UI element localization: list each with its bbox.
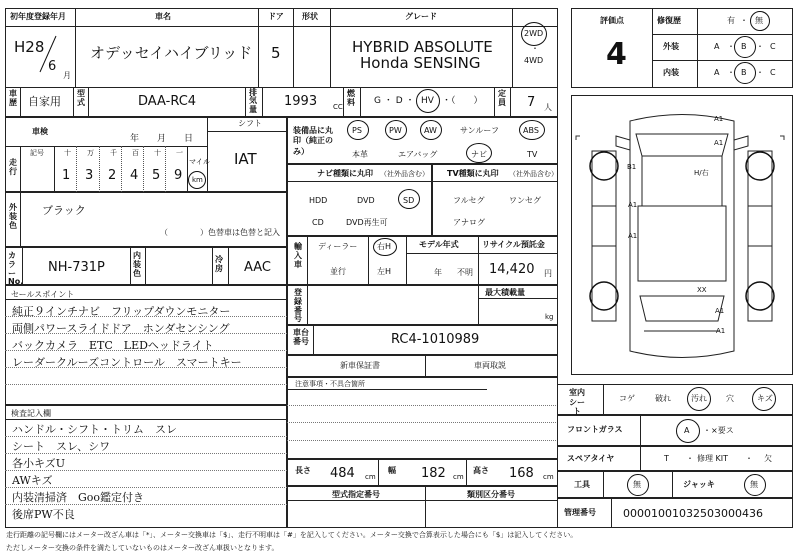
ac-value: AAC bbox=[244, 260, 271, 275]
divider bbox=[228, 247, 229, 285]
divider bbox=[245, 87, 246, 117]
divider bbox=[603, 384, 604, 415]
reg-month-unit: 月 bbox=[63, 71, 71, 80]
diagram-mark: A1 bbox=[714, 115, 724, 123]
drive-4wd: 4WD bbox=[524, 56, 544, 65]
digit-4: 5 bbox=[152, 168, 161, 183]
divider bbox=[88, 87, 89, 117]
color-code: NH-731P bbox=[48, 260, 105, 275]
divider bbox=[512, 8, 513, 88]
mile-unit: マイル bbox=[189, 158, 210, 166]
divider bbox=[54, 146, 55, 192]
seat-tear: 破れ bbox=[655, 394, 671, 403]
shift-label: シフト bbox=[238, 119, 262, 128]
digit-label-2: 千 bbox=[110, 149, 117, 157]
chassis-number: RC4-1010989 bbox=[391, 332, 480, 347]
digit-1: 3 bbox=[85, 168, 94, 183]
door-count: 5 bbox=[271, 44, 281, 62]
digit-5: 9 bbox=[174, 168, 183, 183]
tv-note: （社外品含む） bbox=[509, 170, 558, 178]
divider bbox=[5, 487, 287, 488]
model-year-unknown: 不明 bbox=[457, 268, 473, 277]
car-name-label: 車名 bbox=[155, 12, 171, 21]
diagram-mark: A1 bbox=[715, 307, 725, 315]
inspector-line: AWキズ bbox=[12, 474, 53, 487]
seat-dirt: 汚れ bbox=[691, 394, 707, 403]
diagram-mark: A1 bbox=[716, 327, 726, 335]
length-label: 長さ bbox=[295, 466, 311, 475]
color-block bbox=[5, 192, 287, 247]
divider bbox=[99, 146, 100, 192]
spare-sep1: ・ bbox=[686, 454, 694, 463]
divider bbox=[5, 419, 287, 420]
equip-navi: ナビ bbox=[471, 150, 487, 159]
equip-airbag: エアバッグ bbox=[398, 150, 438, 159]
divider bbox=[652, 8, 653, 88]
import-label: 輸入車 bbox=[294, 242, 302, 269]
divider bbox=[652, 60, 793, 61]
sales-point-line: 両側パワースライドドア ホンダセンシング bbox=[12, 322, 230, 335]
spare-sep2: ・ bbox=[745, 454, 753, 463]
divider bbox=[478, 285, 479, 325]
int-c: C bbox=[770, 68, 776, 77]
car-outline-svg bbox=[572, 96, 792, 374]
import-left-h: 左H bbox=[377, 267, 392, 276]
reg-month: 6 bbox=[48, 59, 57, 74]
divider bbox=[406, 236, 407, 285]
divider bbox=[466, 459, 467, 486]
digit-label-3: 百 bbox=[132, 149, 139, 157]
int-sep2: ・ bbox=[756, 68, 764, 77]
navi-dvd: DVD bbox=[357, 196, 375, 205]
divider bbox=[130, 247, 131, 285]
recycle-label: リサイクル預託金 bbox=[482, 240, 545, 249]
fuel-selected: HV bbox=[421, 96, 434, 106]
divider bbox=[478, 298, 558, 299]
model-year-label: モデル年式 bbox=[419, 240, 459, 249]
height-label: 高さ bbox=[473, 466, 489, 475]
ext-a: A bbox=[714, 42, 720, 51]
max-load-label: 最大積載量 bbox=[485, 288, 525, 297]
sales-point-line: レーダークルーズコントロール スマートキー bbox=[12, 356, 242, 369]
tools-label: 工具 bbox=[574, 480, 590, 489]
model-code: DAA-RC4 bbox=[138, 94, 197, 109]
divider bbox=[73, 87, 74, 117]
navi-sd: SD bbox=[403, 196, 415, 205]
divider bbox=[5, 316, 287, 317]
sales-point-line: バックカメラ ETC LEDヘッドライト bbox=[12, 339, 214, 352]
divider bbox=[5, 436, 287, 437]
divider bbox=[187, 146, 188, 192]
color-label: 外装色 bbox=[9, 203, 17, 230]
divider bbox=[313, 325, 314, 355]
width-label: 幅 bbox=[388, 466, 396, 475]
inspector-line: 内装清掃済 Goo鑑定付き bbox=[12, 491, 145, 504]
equip-ps: PS bbox=[352, 126, 362, 135]
front-glass-value: A bbox=[684, 426, 690, 435]
capacity-label: 定員 bbox=[498, 89, 506, 107]
inspector-line: 後席PW不良 bbox=[12, 508, 75, 521]
divider bbox=[697, 8, 698, 88]
grade-label: グレード bbox=[405, 12, 437, 21]
divider bbox=[207, 131, 287, 132]
int-a: A bbox=[714, 68, 720, 77]
repair-sep: ・ bbox=[740, 16, 748, 25]
car-diagram bbox=[571, 95, 793, 375]
front-glass-other: ・×要ス bbox=[703, 426, 734, 435]
diagram-mark: A1 bbox=[628, 201, 638, 209]
equip-pw: PW bbox=[389, 126, 402, 135]
divider bbox=[293, 8, 294, 88]
repair-yes: 有 bbox=[727, 16, 735, 25]
spare-tire-label: スペアタイヤ bbox=[567, 454, 615, 463]
navi-cd: CD bbox=[312, 218, 324, 227]
front-glass-label: フロントガラス bbox=[567, 425, 623, 434]
tv-oneseg: ワンセグ bbox=[509, 196, 541, 205]
door-label: ドア bbox=[268, 12, 284, 21]
divider bbox=[672, 471, 673, 498]
divider bbox=[343, 87, 344, 117]
color-value: ブラック bbox=[42, 204, 86, 217]
drive-sep: ・ bbox=[531, 44, 539, 53]
divider bbox=[20, 192, 21, 247]
displacement: 1993 bbox=[284, 94, 318, 109]
diagram-mark: A1 bbox=[628, 232, 638, 240]
tools-value: 無 bbox=[633, 480, 641, 489]
grade-line2: Honda SENSING bbox=[360, 54, 481, 72]
digit-label-0: 十 bbox=[64, 149, 71, 157]
type-spec-row bbox=[287, 486, 558, 528]
reg-year: H28 bbox=[14, 38, 45, 56]
divider bbox=[75, 8, 76, 88]
category-label: 車歴 bbox=[9, 89, 17, 107]
equip-aw: AW bbox=[424, 126, 437, 135]
interior-label: 内装 bbox=[663, 68, 679, 77]
tv-fullseg: フルセグ bbox=[453, 196, 485, 205]
divider bbox=[652, 34, 793, 35]
divider bbox=[287, 422, 558, 423]
spare-t: T bbox=[664, 454, 669, 463]
divider bbox=[76, 146, 77, 192]
score-value: 4 bbox=[606, 37, 627, 72]
divider bbox=[360, 87, 361, 117]
divider bbox=[5, 333, 287, 334]
displacement-unit: CC bbox=[333, 103, 343, 111]
equip-sunroof: サンルーフ bbox=[460, 126, 499, 135]
digit-label-1: 万 bbox=[87, 149, 94, 157]
height-unit: cm bbox=[543, 473, 554, 481]
footer-line1: 走行距離の記号欄にはメーター改ざん車は「*」、メーター交換車は「$」、走行不明車は「#」を記入してください。メーター交換で合算表示した場合にも「$」は記入してください。 bbox=[6, 531, 578, 539]
max-load-unit: kg bbox=[545, 313, 554, 321]
divider bbox=[5, 350, 287, 351]
digit-0: 1 bbox=[62, 168, 71, 183]
category: 自家用 bbox=[28, 95, 61, 108]
divider bbox=[287, 389, 487, 390]
length-unit: cm bbox=[365, 473, 376, 481]
divider bbox=[20, 87, 21, 117]
divider bbox=[287, 405, 558, 406]
mgmt-label: 管理番号 bbox=[564, 508, 596, 517]
mgmt-value: 000010010325030004​36 bbox=[623, 507, 763, 520]
ext-b: B bbox=[741, 42, 747, 51]
sales-point-line: 純正９インチナビ フリップダウンモニター bbox=[12, 305, 231, 318]
divider bbox=[5, 384, 287, 385]
jack-value: 無 bbox=[750, 480, 758, 489]
divider bbox=[378, 459, 379, 486]
divider bbox=[307, 285, 308, 325]
repair-label: 修復歴 bbox=[657, 16, 681, 25]
header-label-line bbox=[5, 26, 558, 27]
diagram-mark: H/右 bbox=[694, 169, 709, 177]
divider bbox=[207, 117, 208, 192]
ext-sep2: ・ bbox=[756, 42, 764, 51]
divider bbox=[307, 236, 308, 285]
diagram-mark: A1 bbox=[714, 139, 724, 147]
car-name: オデッセイハイブリッド bbox=[90, 44, 253, 62]
exterior-label: 外装 bbox=[663, 42, 679, 51]
width-value: 182 bbox=[421, 466, 446, 481]
class-label: 類別区分番号 bbox=[467, 490, 515, 499]
divider bbox=[640, 415, 641, 446]
divider bbox=[510, 87, 511, 117]
divider bbox=[5, 299, 287, 300]
divider bbox=[5, 367, 287, 368]
divider bbox=[287, 500, 558, 501]
divider bbox=[258, 8, 259, 88]
digit-3: 4 bbox=[130, 168, 139, 183]
divider bbox=[5, 146, 207, 147]
equip-abs: ABS bbox=[523, 126, 539, 135]
jack-label: ジャッキ bbox=[683, 480, 715, 489]
digit-label-4: 十 bbox=[154, 149, 161, 157]
interior-seat-label: 室内シート bbox=[569, 388, 585, 417]
import-right-h: 右H bbox=[377, 242, 392, 251]
tv-analog: アナログ bbox=[453, 218, 485, 227]
int-b: B bbox=[741, 68, 747, 77]
capacity-unit: 人 bbox=[544, 103, 552, 112]
symbol-label: 記号 bbox=[30, 149, 44, 157]
vehicle-manual: 車両取説 bbox=[474, 361, 506, 370]
grade-line1: HYBRID ABSOLUTE bbox=[352, 38, 493, 56]
drive-2wd: 2WD bbox=[524, 29, 544, 38]
warranty-row bbox=[287, 355, 558, 377]
divider bbox=[20, 146, 21, 192]
first-reg-label: 初年度登録年月 bbox=[10, 12, 66, 21]
type-spec-label: 型式指定番号 bbox=[332, 490, 380, 499]
inspection-day: 日 bbox=[184, 134, 194, 144]
inspection-year: 年 bbox=[130, 134, 140, 144]
inspection-month: 月 bbox=[157, 134, 167, 144]
import-dealer: ディーラー bbox=[318, 242, 358, 251]
divider bbox=[22, 247, 23, 285]
digit-2: 2 bbox=[108, 168, 117, 183]
inspector-label: 検査記入欄 bbox=[11, 409, 51, 418]
recycle-unit: 円 bbox=[544, 269, 552, 278]
footer-line2: ただしメーター交換の条件を満たしていないものはメーター改ざん車扱いとなります。 bbox=[6, 544, 279, 552]
km-unit: km bbox=[192, 176, 203, 184]
divider bbox=[287, 440, 558, 441]
navi-hdd: HDD bbox=[309, 196, 328, 205]
divider bbox=[425, 355, 426, 377]
divider bbox=[165, 146, 166, 192]
equipment-label: 装備品に丸印（純正のみ） bbox=[293, 126, 333, 156]
recycle-value: 14,420 bbox=[489, 262, 535, 277]
divider bbox=[425, 486, 426, 528]
chassis-label: 車台番号 bbox=[293, 328, 309, 346]
divider bbox=[145, 247, 146, 285]
equip-tv: TV bbox=[527, 150, 538, 159]
ac-label: 冷房 bbox=[215, 255, 223, 273]
inspection-label: 車検 bbox=[32, 127, 48, 136]
fuel-options: G ・ D ・ bbox=[374, 96, 415, 106]
interior-color-label: 内装色 bbox=[133, 251, 141, 278]
int-sep1: ・ bbox=[727, 68, 735, 77]
divider bbox=[5, 453, 287, 454]
digit-label-5: 一 bbox=[176, 149, 183, 157]
navi-note: （社外品含む） bbox=[380, 170, 429, 178]
inspector-line: シート スレ、シワ bbox=[12, 440, 111, 453]
ext-c: C bbox=[770, 42, 776, 51]
sales-points-label: セールスポイント bbox=[11, 290, 75, 299]
height-value: 168 bbox=[509, 466, 534, 481]
divider bbox=[478, 236, 479, 285]
ext-sep1: ・ bbox=[727, 42, 735, 51]
divider bbox=[603, 471, 604, 498]
divider bbox=[5, 470, 287, 471]
fuel-label: 燃料 bbox=[347, 89, 355, 107]
shift-value: IAT bbox=[234, 150, 257, 168]
divider bbox=[406, 253, 558, 254]
divider bbox=[494, 87, 495, 117]
divider bbox=[611, 498, 612, 528]
color-code-label: カラーNo. bbox=[8, 251, 24, 287]
model-label: 型式 bbox=[77, 89, 85, 107]
score-label: 評価点 bbox=[600, 16, 624, 25]
inspector-line: 各小キズU bbox=[12, 457, 66, 470]
divider bbox=[330, 8, 331, 88]
new-warranty: 新車保証書 bbox=[340, 361, 380, 370]
divider bbox=[5, 504, 287, 505]
length-value: 484 bbox=[330, 466, 355, 481]
divider bbox=[121, 146, 122, 192]
capacity: 7 bbox=[527, 95, 536, 110]
divider bbox=[640, 446, 641, 471]
diagram-mark: XX bbox=[697, 286, 707, 294]
fuel-paren: ・（ ） bbox=[442, 96, 483, 106]
divider bbox=[262, 87, 263, 117]
navi-label: ナビ種類に丸印 bbox=[317, 169, 373, 178]
seat-hole: 穴 bbox=[726, 394, 734, 403]
equip-leather: 本革 bbox=[352, 150, 368, 159]
seat-scratch: キズ bbox=[757, 394, 773, 403]
shape-label: 形状 bbox=[302, 12, 318, 21]
color-note: （ ）色替車は色替と記入 bbox=[160, 228, 280, 237]
mileage-label: 走行 bbox=[9, 158, 17, 176]
displacement-label: 排気量 bbox=[249, 88, 257, 114]
seat-burn: コゲ bbox=[619, 394, 635, 403]
divider bbox=[212, 247, 213, 285]
import-parallel: 並行 bbox=[330, 267, 346, 276]
tv-label: TV種類に丸印 bbox=[447, 169, 499, 178]
navi-dvd-play: DVD再生可 bbox=[346, 218, 388, 227]
model-year-unit: 年 bbox=[434, 268, 442, 277]
diagram-mark: B1 bbox=[627, 163, 637, 171]
reg-number-label: 登録番号 bbox=[294, 288, 302, 324]
divider bbox=[368, 236, 369, 285]
repair-no: 無 bbox=[755, 16, 763, 25]
notes-label: 注意事項・不具合箇所 bbox=[295, 380, 365, 388]
width-unit: cm bbox=[453, 473, 464, 481]
divider bbox=[143, 146, 144, 192]
inspector-line: ハンドル・シフト・トリム スレ bbox=[12, 423, 177, 436]
spare-missing: 欠 bbox=[764, 454, 772, 463]
spare-kit: 修理 KIT bbox=[697, 454, 729, 463]
